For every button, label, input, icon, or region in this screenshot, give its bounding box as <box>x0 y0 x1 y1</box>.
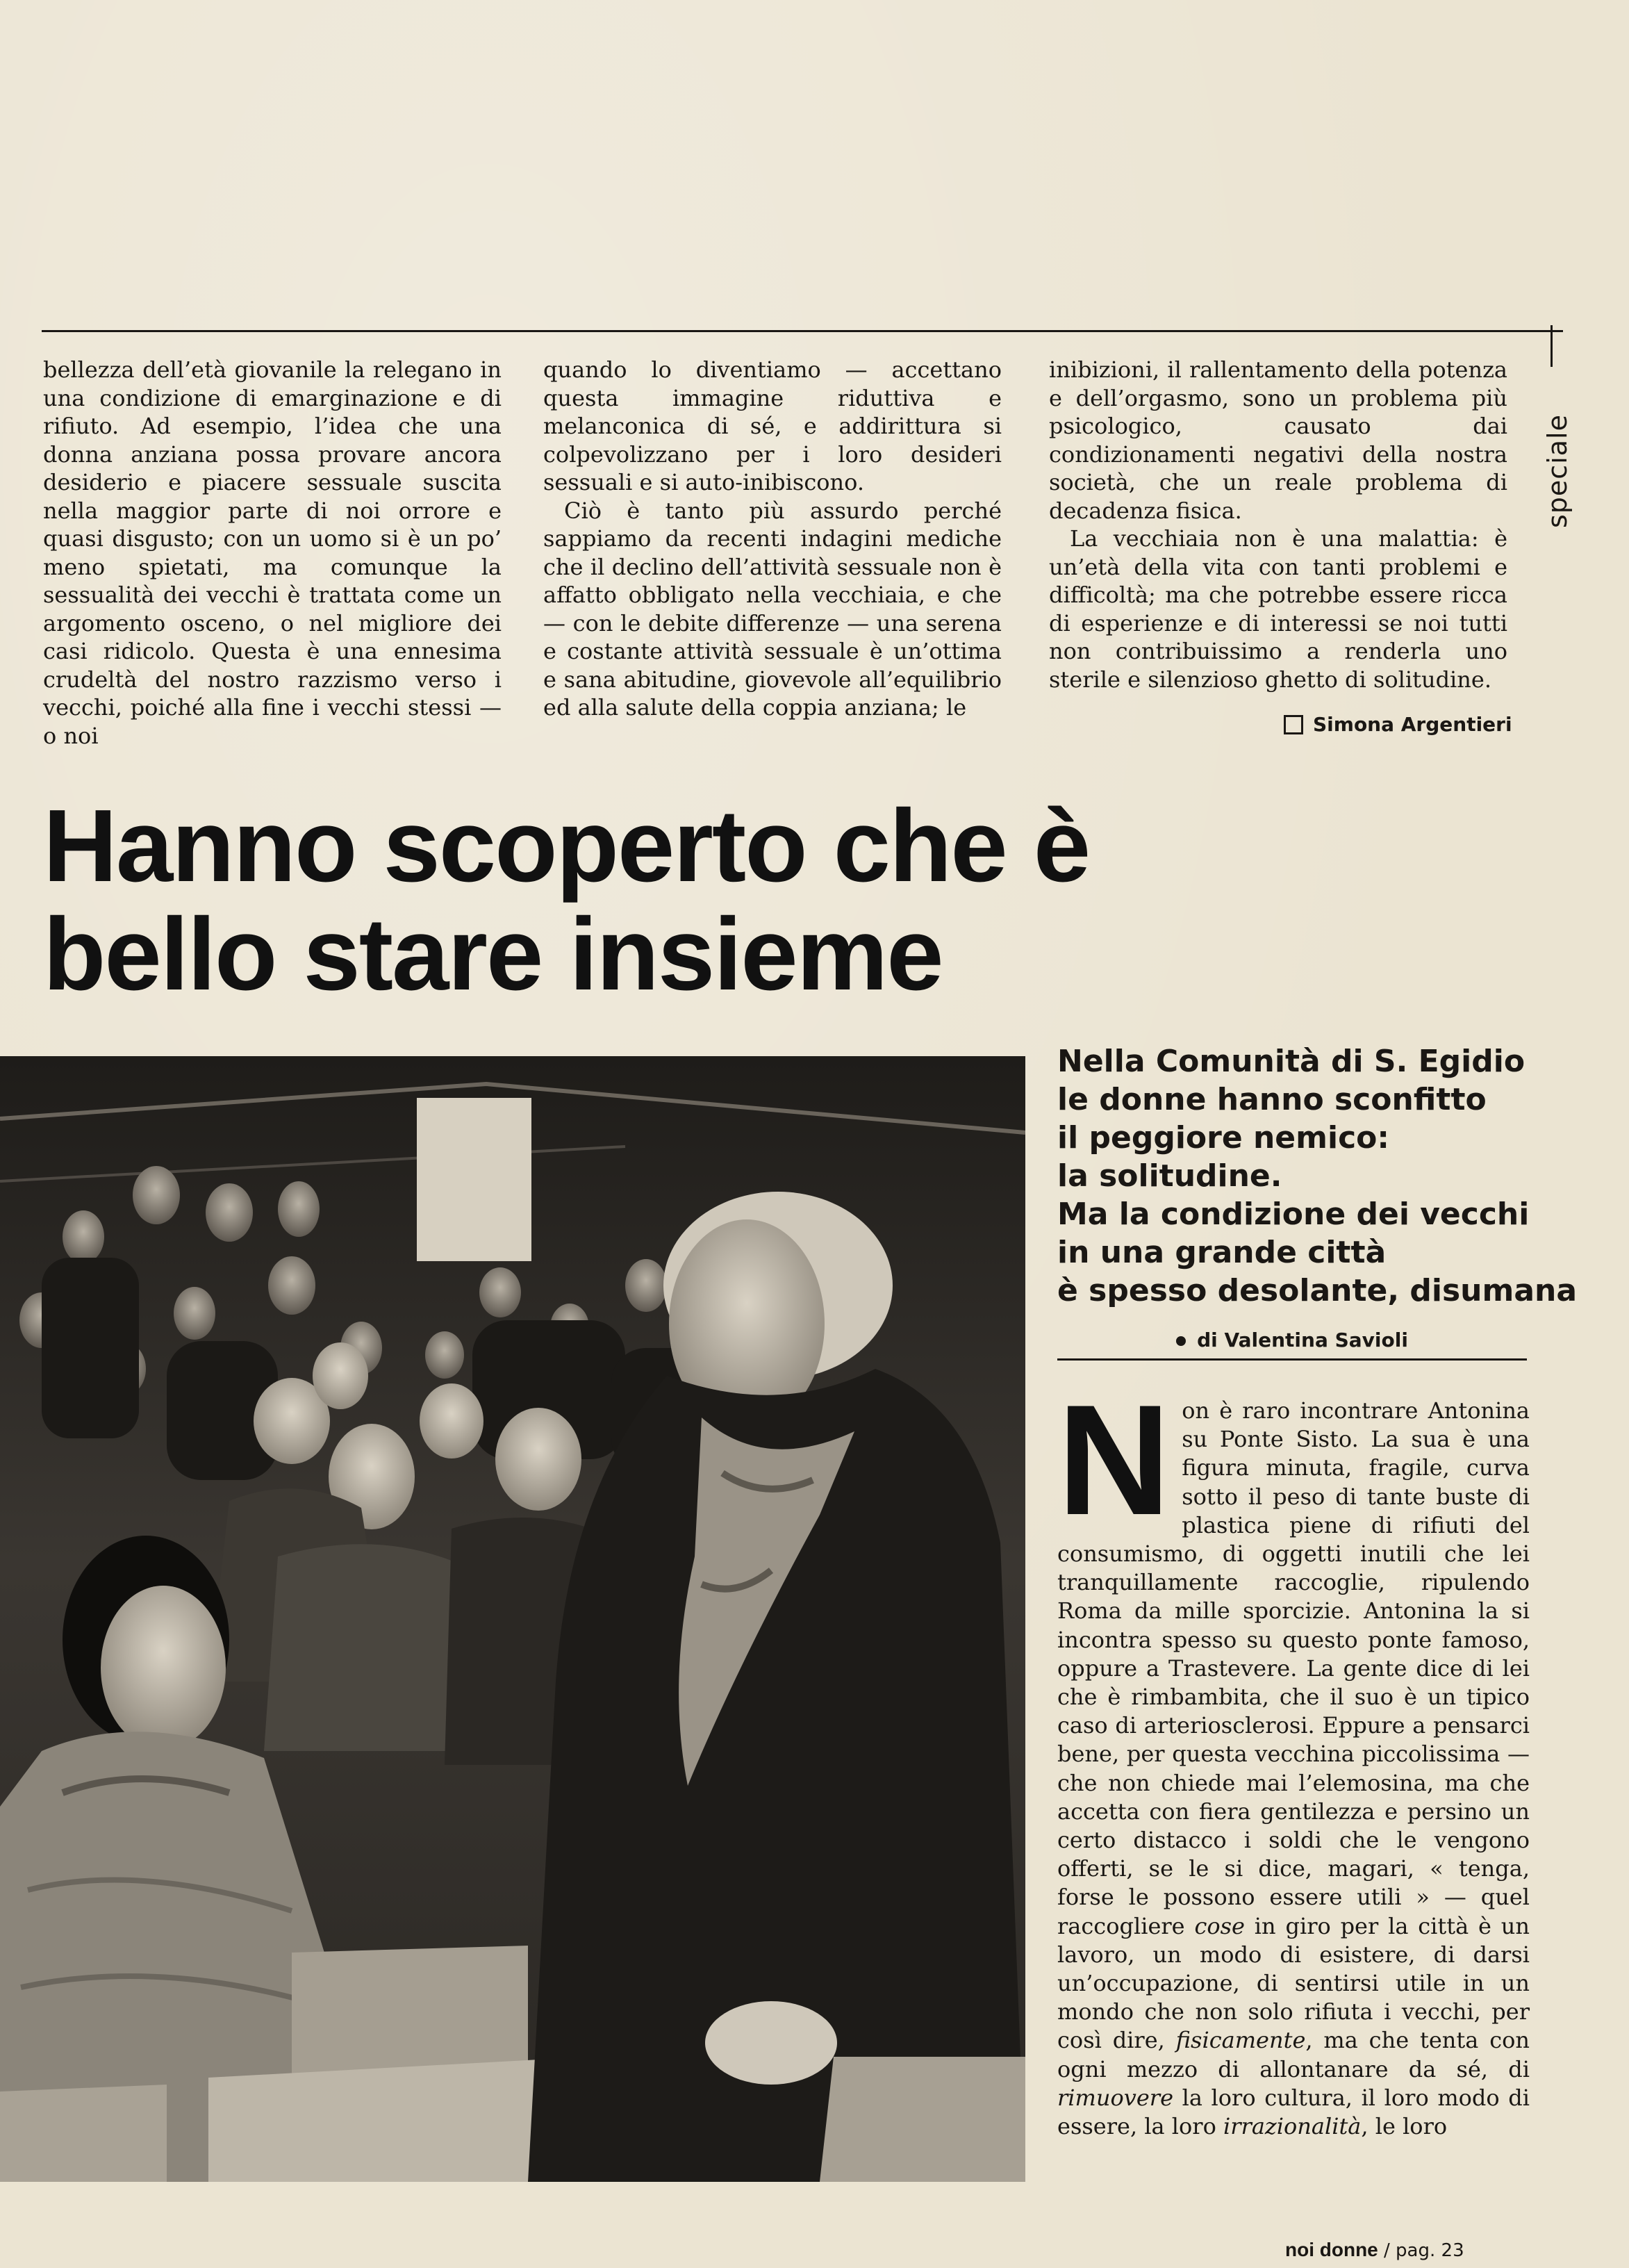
article-paragraph: Non è raro incontrare Antonina su Ponte Sisto. La sua è una figura minuta, fragile, curva sotto il peso di tante buste di plastica piene di rifiuti del consumismo, di oggetti inutili che lei tranquillamente raccoglie, ripulendo Roma da mille sporcizie. Antonina la si incontra spesso su questo ponte famoso, oppure a Trastevere. La gente dice di lei che è rimbambita, che il suo è un tipico caso di arteriosclerosi. Eppure a pensarci bene, per questa vecchina piccolissima — che non chiede mai l’elemosina, ma che accetta con fiera gentilezza e persino un certo distacco i soldi che le vengono offerti, se le si dice, magari, « tenga, forse le possono essere utili » — quel raccogliere cose in giro per la città è un lavoro, un modo di esistere, di darsi un’occupazione, di sentirsi utile in un mondo che non solo rifiuta i vecchi, per così dire, fisicamente, ma che tenta con ogni mezzo di allontanare da sé, di rimuovere la loro cultura, il loro modo di essere, la loro irrazionalità, le loro <box>1057 1372 1530 2140</box>
deck-line: Nella Comunità di S. Egidio <box>1057 1044 1525 1079</box>
top-article-column-2 <box>543 356 1002 722</box>
author-name: Simona Argentieri <box>1313 713 1512 736</box>
paragraph: bellezza dell’età giovanile la relegano in una condizione di emarginazione e di rifiuto. Ad esempio, l’idea che una donna anziana possa provare ancora desiderio e piacere sessuale suscita nella maggior parte di noi orrore e quasi disgusto; con un uomo si è un po’ meno spietati, ma comunque la sessualità dei vecchi è trattata come un argomento osceno, o nel migliore dei casi ridicolo. Questa è una ennesima crudeltà del nostro razzismo verso i vecchi, poiché alla fine i vecchi stessi — o noi <box>43 356 502 749</box>
paragraph: La vecchiaia non è una malattia: è un’età della vita con tanti problemi e difficoltà; ma che potrebbe essere ricca di esperienze e di interessi se noi tutti non contribuissimo a renderla uno sterile e silenzioso ghetto di solitudine. <box>1049 525 1507 693</box>
bullet-icon <box>1176 1336 1186 1346</box>
byline <box>1057 1329 1527 1361</box>
paragraph: inibizioni, il rallentamento della potenza e dell’orgasmo, sono un problema più psicologico, causato dai condizionamenti negativi della nostra società, che un reale problema di decadenza fisica. <box>1049 356 1507 524</box>
paragraph: Ciò è tanto più assurdo perché sappiamo da recenti indagini mediche che il declino dell’attività sessuale non è affatto obbligato nella vecchiaia, e che — con le debite differenze — una serena e costante attività sessuale è un’ottima e sana abitudine, giovevole all’equilibrio ed alla salute della coppia anziana; le <box>543 497 1002 721</box>
headline <box>43 789 1293 1012</box>
author-signature <box>1284 713 1512 736</box>
article-body <box>1057 1372 1530 2141</box>
photo-illustration <box>0 1056 1025 2182</box>
article-photo <box>0 1056 1025 2182</box>
paragraph: quando lo diventiamo — accettano questa immagine riduttiva e melanconica di sé, e addirittura si colpevolizzano per i loro desideri sessuali e si auto-inibiscono. <box>543 356 1002 495</box>
top-rule <box>42 330 1563 332</box>
top-article-column-3 <box>1049 356 1507 693</box>
deck-line: in una grande città <box>1057 1235 1387 1270</box>
byline-text: di Valentina Savioli <box>1197 1329 1408 1351</box>
deck-line: le donne hanno sconfitto <box>1057 1082 1487 1117</box>
top-article-column-1 <box>43 356 502 750</box>
section-label: speciale <box>1542 414 1573 528</box>
deck-line: la solitudine. <box>1057 1158 1282 1194</box>
headline-line-1: Hanno scoperto che è <box>43 789 1090 903</box>
drop-cap: N <box>1057 1372 1171 1547</box>
page-number: / pag. 23 <box>1384 2240 1464 2261</box>
end-mark-icon <box>1284 715 1303 734</box>
magazine-brand: noi donne <box>1285 2239 1378 2260</box>
deck-line: è spesso desolante, disumana <box>1057 1273 1578 1308</box>
section-tick <box>1551 325 1553 367</box>
deck-line: Ma la condizione dei vecchi <box>1057 1197 1530 1232</box>
headline-line-2: bello stare insieme <box>43 897 943 1012</box>
page-footer <box>1285 2239 1464 2261</box>
deck-line: il peggiore nemico: <box>1057 1120 1389 1156</box>
article-deck <box>1057 1042 1578 1310</box>
